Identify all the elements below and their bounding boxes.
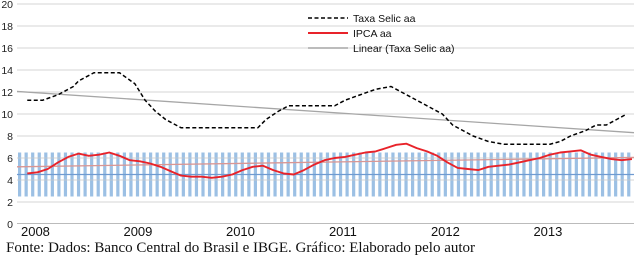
y-tick-label: 2 — [7, 196, 13, 209]
y-axis — [1, 0, 13, 231]
legend-label: IPCA aa — [353, 27, 392, 40]
y-tick-label: 18 — [1, 20, 13, 33]
x-tick-label: 2013 — [533, 224, 563, 239]
y-tick-label: 16 — [1, 42, 13, 55]
legend-label: Taxa Selic aa — [353, 12, 416, 25]
legend-label: Linear (Taxa Selic aa) — [353, 42, 455, 55]
x-tick-label: 2011 — [328, 224, 357, 239]
y-tick-label: 0 — [7, 218, 13, 231]
source-note: Fonte: Dados: Banco Central do Brasil e IBGE. Gráfico: Elaborado pelo autor — [6, 240, 476, 256]
x-tick-label: 2010 — [225, 224, 255, 239]
y-tick-label: 12 — [1, 86, 13, 99]
y-tick-label: 4 — [7, 174, 13, 187]
x-tick-label: 2009 — [123, 224, 153, 239]
y-tick-label: 20 — [1, 0, 13, 11]
y-tick-label: 6 — [7, 152, 13, 165]
x-tick-label: 2012 — [430, 224, 460, 239]
x-tick-label: 2008 — [20, 224, 50, 239]
y-tick-label: 8 — [7, 130, 13, 143]
y-tick-label: 10 — [1, 108, 13, 121]
y-tick-label: 14 — [1, 64, 13, 77]
